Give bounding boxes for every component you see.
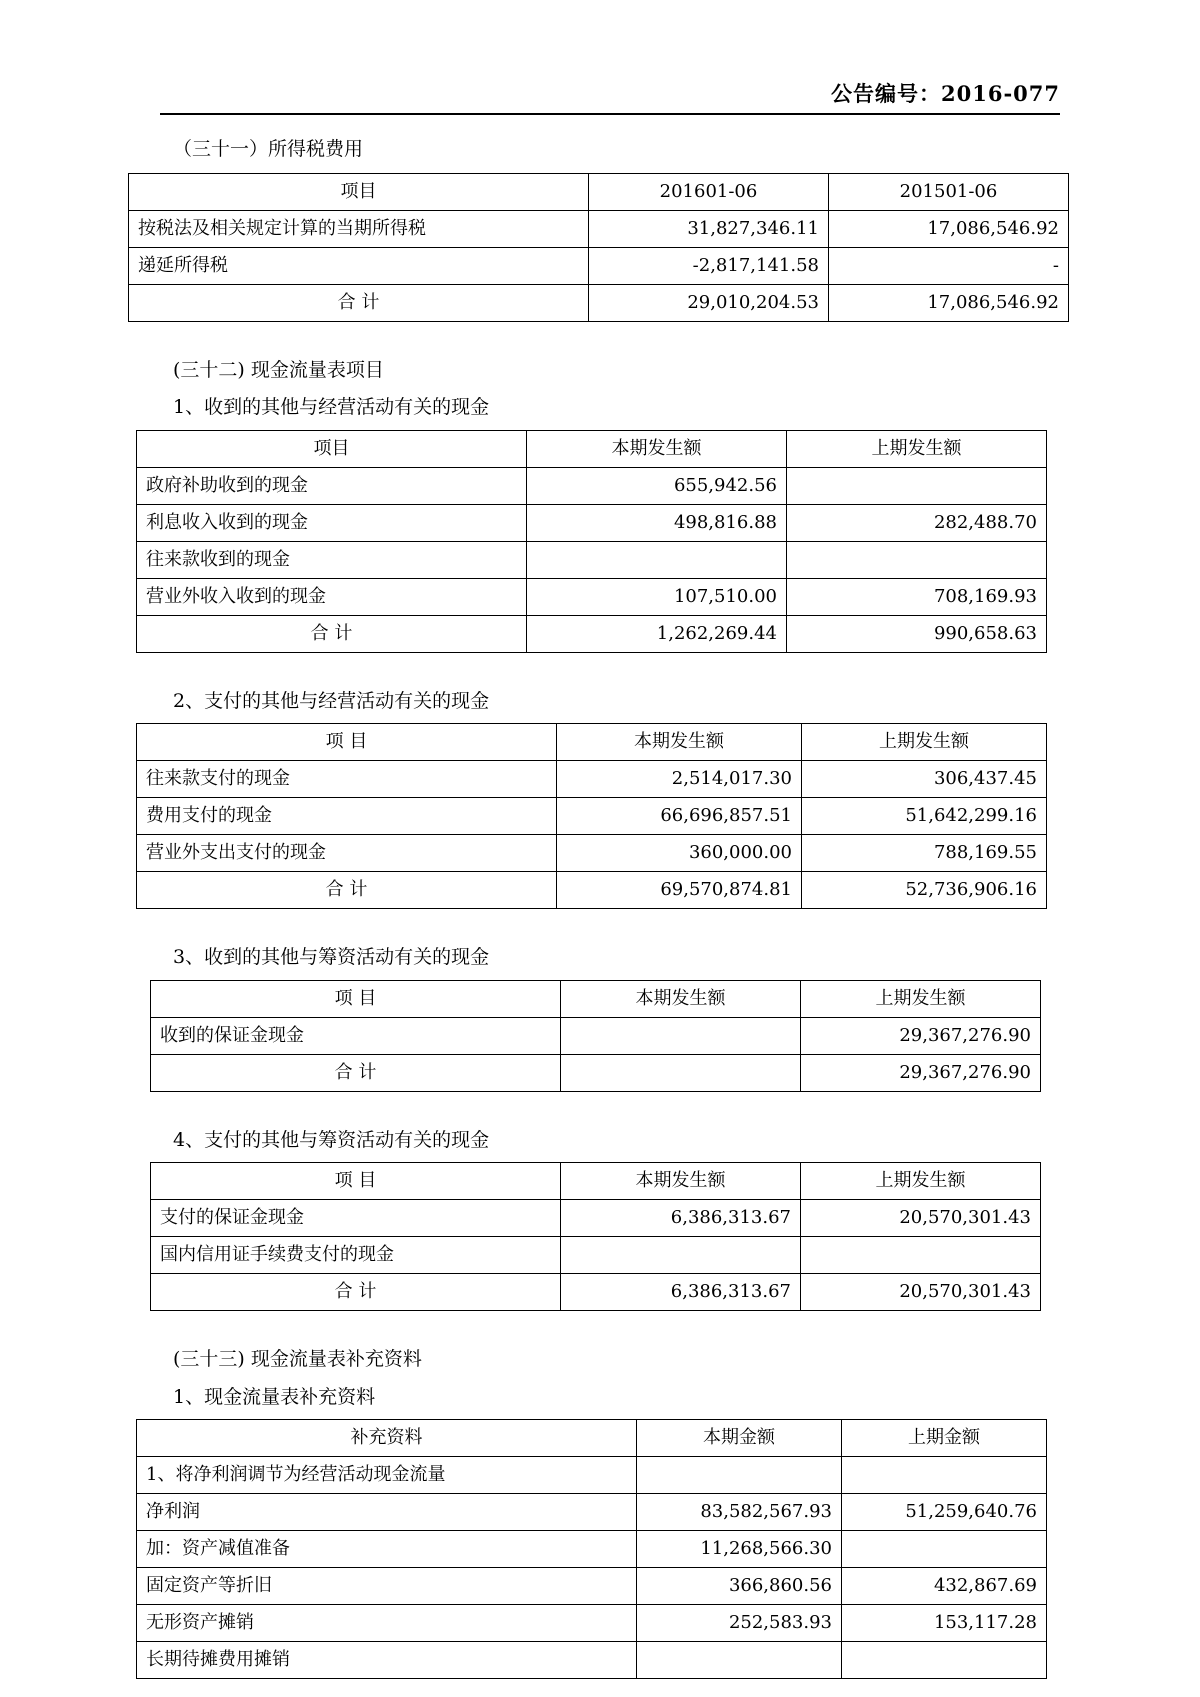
cell-previous: 153,117.28 — [842, 1605, 1047, 1642]
cell-current: 498,816.88 — [527, 504, 787, 541]
cell-previous: - — [829, 247, 1069, 284]
table-other-cash-paid-operating — [136, 723, 1047, 909]
table-row — [137, 1605, 1047, 1642]
cell-item: 费用支付的现金 — [137, 798, 557, 835]
cell-previous — [842, 1531, 1047, 1568]
cell-current: 31,827,346.11 — [589, 210, 829, 247]
cell-previous: 306,437.45 — [802, 761, 1047, 798]
table-header-row — [129, 173, 1069, 210]
col-header-previous: 上期发生额 — [787, 430, 1047, 467]
cell-item: 支付的保证金现金 — [151, 1200, 561, 1237]
col-header-current: 本期发生额 — [561, 1163, 801, 1200]
cell-current: 66,696,857.51 — [557, 798, 802, 835]
cell-current: 2,514,017.30 — [557, 761, 802, 798]
col-header-item: 项 目 — [151, 980, 561, 1017]
cell-current: 1,262,269.44 — [527, 615, 787, 652]
col-header-item: 项 目 — [137, 724, 557, 761]
cell-current: 366,860.56 — [637, 1568, 842, 1605]
cell-current: 655,942.56 — [527, 467, 787, 504]
table-row-total — [129, 284, 1069, 321]
cell-item: 合 计 — [137, 872, 557, 909]
col-header-current: 本期发生额 — [561, 980, 801, 1017]
cell-previous — [787, 467, 1047, 504]
table-row-total — [137, 872, 1047, 909]
table-row — [137, 541, 1047, 578]
table-row — [151, 1017, 1041, 1054]
col-header-previous: 201501-06 — [829, 173, 1069, 210]
col-header-previous: 上期发生额 — [801, 1163, 1041, 1200]
cell-item: 固定资产等折旧 — [137, 1568, 637, 1605]
announcement-number: 公告编号：2016-077 — [831, 81, 1060, 106]
cell-current — [527, 541, 787, 578]
cell-current: 107,510.00 — [527, 578, 787, 615]
cell-current: 83,582,567.93 — [637, 1494, 842, 1531]
cell-item: 净利润 — [137, 1494, 637, 1531]
cell-current: -2,817,141.58 — [589, 247, 829, 284]
cell-item: 合 计 — [151, 1054, 561, 1091]
table-row — [137, 761, 1047, 798]
cell-previous: 29,367,276.90 — [801, 1054, 1041, 1091]
table-row — [137, 1531, 1047, 1568]
col-header-current: 201601-06 — [589, 173, 829, 210]
cell-item: 无形资产摊销 — [137, 1605, 637, 1642]
table-row — [137, 1642, 1047, 1679]
cell-previous: 17,086,546.92 — [829, 210, 1069, 247]
col-header-current: 本期发生额 — [527, 430, 787, 467]
cell-item: 长期待摊费用摊销 — [137, 1642, 637, 1679]
cell-item: 往来款支付的现金 — [137, 761, 557, 798]
cell-item: 往来款收到的现金 — [137, 541, 527, 578]
cell-previous: 52,736,906.16 — [802, 872, 1047, 909]
cell-current — [561, 1054, 801, 1091]
table-row — [137, 1568, 1047, 1605]
col-header-previous: 上期金额 — [842, 1420, 1047, 1457]
table-row — [137, 1494, 1047, 1531]
cell-item: 收到的保证金现金 — [151, 1017, 561, 1054]
cell-previous: 51,642,299.16 — [802, 798, 1047, 835]
table-row-total — [137, 615, 1047, 652]
col-header-item: 项 目 — [151, 1163, 561, 1200]
subsection-title-other-cash-received-operating: 1、收到的其他与经营活动有关的现金 — [173, 396, 490, 418]
cell-current — [561, 1017, 801, 1054]
table-row — [129, 247, 1069, 284]
col-header-previous: 上期发生额 — [801, 980, 1041, 1017]
table-header-row — [137, 724, 1047, 761]
table-header-row — [137, 430, 1047, 467]
table-other-cash-received-financing — [150, 980, 1041, 1092]
cell-current: 6,386,313.67 — [561, 1200, 801, 1237]
cell-previous: 282,488.70 — [787, 504, 1047, 541]
col-header-item: 项目 — [137, 430, 527, 467]
cell-previous: 20,570,301.43 — [801, 1274, 1041, 1311]
table-row — [151, 1200, 1041, 1237]
header-divider — [160, 113, 1060, 115]
cell-previous — [787, 541, 1047, 578]
cell-item: 合 计 — [151, 1274, 561, 1311]
subsection-title-other-cash-paid-operating: 2、支付的其他与经营活动有关的现金 — [173, 689, 490, 712]
col-header-previous: 上期发生额 — [802, 724, 1047, 761]
cell-item: 合 计 — [129, 284, 589, 321]
col-header-item: 补充资料 — [137, 1420, 637, 1457]
cell-item: 政府补助收到的现金 — [137, 467, 527, 504]
cell-previous: 51,259,640.76 — [842, 1494, 1047, 1531]
cell-previous — [842, 1457, 1047, 1494]
subsection-title-other-cash-paid-financing: 4、支付的其他与筹资活动有关的现金 — [173, 1128, 490, 1151]
cell-item: 合 计 — [137, 615, 527, 652]
cell-previous: 17,086,546.92 — [829, 284, 1069, 321]
table-header-row — [151, 1163, 1041, 1200]
cell-previous: 708,169.93 — [787, 578, 1047, 615]
col-header-item: 项目 — [129, 173, 589, 210]
cell-item: 营业外支出支付的现金 — [137, 835, 557, 872]
table-row — [137, 798, 1047, 835]
cell-previous: 788,169.55 — [802, 835, 1047, 872]
cell-item: 利息收入收到的现金 — [137, 504, 527, 541]
table-row-total — [151, 1054, 1041, 1091]
table-cash-flow-supplement — [136, 1419, 1047, 1679]
cell-current: 360,000.00 — [557, 835, 802, 872]
cell-item: 国内信用证手续费支付的现金 — [151, 1237, 561, 1274]
cell-item: 1、将净利润调节为经营活动现金流量 — [137, 1457, 637, 1494]
table-row — [137, 835, 1047, 872]
table-row-total — [151, 1274, 1041, 1311]
table-header-row — [137, 1420, 1047, 1457]
cell-previous — [842, 1642, 1047, 1679]
cell-item: 营业外收入收到的现金 — [137, 578, 527, 615]
cell-current: 6,386,313.67 — [561, 1274, 801, 1311]
cell-current — [637, 1642, 842, 1679]
col-header-current: 本期发生额 — [557, 724, 802, 761]
cell-previous — [801, 1237, 1041, 1274]
table-row — [137, 504, 1047, 541]
cell-previous: 432,867.69 — [842, 1568, 1047, 1605]
table-income-tax — [128, 173, 1069, 322]
subsection-title-other-cash-received-financing: 3、收到的其他与筹资活动有关的现金 — [173, 946, 490, 968]
cell-item: 加：资产减值准备 — [137, 1531, 637, 1568]
table-row — [129, 210, 1069, 247]
section-title-cash-flow-items: (三十二) 现金流量表项目 — [173, 358, 384, 381]
table-row — [137, 467, 1047, 504]
cell-previous: 990,658.63 — [787, 615, 1047, 652]
cell-item: 递延所得税 — [129, 247, 589, 284]
subsection-title-supplement-detail: 1、现金流量表补充资料 — [173, 1385, 376, 1408]
cell-current — [561, 1237, 801, 1274]
table-other-cash-paid-financing — [150, 1162, 1041, 1311]
col-header-current: 本期金额 — [637, 1420, 842, 1457]
table-row — [151, 1237, 1041, 1274]
section-title-cash-flow-supplement: (三十三) 现金流量表补充资料 — [173, 1348, 422, 1370]
table-other-cash-received-operating — [136, 430, 1047, 653]
table-row — [137, 578, 1047, 615]
cell-item: 按税法及相关规定计算的当期所得税 — [129, 210, 589, 247]
cell-current: 252,583.93 — [637, 1605, 842, 1642]
cell-current: 29,010,204.53 — [589, 284, 829, 321]
cell-current — [637, 1457, 842, 1494]
cell-previous: 20,570,301.43 — [801, 1200, 1041, 1237]
cell-previous: 29,367,276.90 — [801, 1017, 1041, 1054]
table-header-row — [151, 980, 1041, 1017]
document-content — [128, 135, 1072, 1679]
table-row — [137, 1457, 1047, 1494]
section-title-income-tax: （三十一）所得税费用 — [173, 138, 364, 160]
cell-current: 11,268,566.30 — [637, 1531, 842, 1568]
cell-current: 69,570,874.81 — [557, 872, 802, 909]
